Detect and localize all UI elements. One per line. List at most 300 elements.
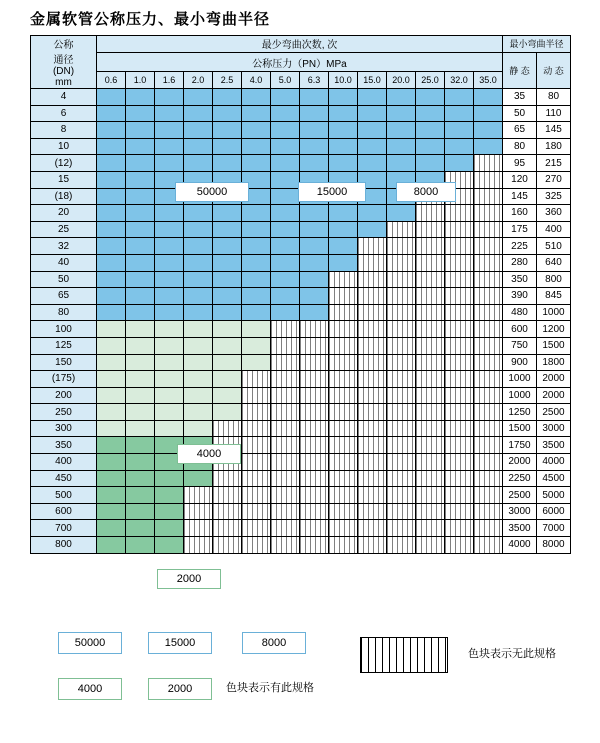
cell-no-spec — [445, 288, 474, 305]
cell-no-spec — [329, 420, 358, 437]
cell-spec — [97, 520, 126, 537]
cell-no-spec — [445, 454, 474, 471]
cell-spec — [155, 254, 184, 271]
cell-spec — [97, 205, 126, 222]
cell-spec — [329, 138, 358, 155]
cell-spec — [445, 122, 474, 139]
cell-no-spec — [329, 354, 358, 371]
row-dn: 20 — [31, 205, 97, 222]
row-static-radius: 1000 — [503, 371, 537, 388]
table-row — [31, 122, 571, 139]
cell-spec — [97, 437, 126, 454]
header-static: 静 态 — [503, 52, 537, 88]
cell-no-spec — [474, 354, 503, 371]
row-dn: 65 — [31, 288, 97, 305]
cell-no-spec — [213, 537, 242, 554]
table-body — [31, 89, 571, 554]
cell-no-spec — [416, 221, 445, 238]
cell-no-spec — [271, 371, 300, 388]
row-dn: 125 — [31, 337, 97, 354]
cell-spec — [329, 89, 358, 106]
table-row — [31, 537, 571, 554]
cell-spec — [213, 271, 242, 288]
cell-no-spec — [213, 503, 242, 520]
cell-no-spec — [271, 520, 300, 537]
table-row — [31, 321, 571, 338]
cell-spec — [213, 138, 242, 155]
cell-no-spec — [184, 537, 213, 554]
cell-no-spec — [445, 503, 474, 520]
cell-no-spec — [300, 404, 329, 421]
cell-no-spec — [213, 470, 242, 487]
table-row — [31, 387, 571, 404]
row-dn: 800 — [31, 537, 97, 554]
cell-no-spec — [445, 337, 474, 354]
cell-no-spec — [329, 487, 358, 504]
row-dn: 250 — [31, 404, 97, 421]
row-dn: 100 — [31, 321, 97, 338]
cell-spec — [300, 205, 329, 222]
value-chip: 4000 — [177, 444, 241, 464]
row-static-radius: 2000 — [503, 454, 537, 471]
cell-no-spec — [387, 304, 416, 321]
table-row — [31, 371, 571, 388]
row-dynamic-radius: 640 — [537, 254, 571, 271]
cell-spec — [213, 105, 242, 122]
cell-spec — [97, 138, 126, 155]
cell-no-spec — [242, 371, 271, 388]
legend-chip-2000: 2000 — [148, 678, 212, 700]
cell-no-spec — [416, 437, 445, 454]
cell-spec — [184, 221, 213, 238]
cell-no-spec — [300, 470, 329, 487]
cell-spec — [213, 371, 242, 388]
cell-spec — [329, 205, 358, 222]
cell-spec — [184, 89, 213, 106]
row-dynamic-radius: 4000 — [537, 454, 571, 471]
cell-no-spec — [387, 254, 416, 271]
cell-no-spec — [474, 321, 503, 338]
row-static-radius: 80 — [503, 138, 537, 155]
row-static-radius: 2500 — [503, 487, 537, 504]
cell-spec — [184, 420, 213, 437]
cell-spec — [126, 337, 155, 354]
row-dynamic-radius: 4500 — [537, 470, 571, 487]
table-row — [31, 288, 571, 305]
cell-no-spec — [445, 304, 474, 321]
cell-no-spec — [242, 520, 271, 537]
row-dynamic-radius: 270 — [537, 171, 571, 188]
row-dynamic-radius: 180 — [537, 138, 571, 155]
cell-no-spec — [387, 520, 416, 537]
cell-no-spec — [416, 387, 445, 404]
cell-no-spec — [445, 437, 474, 454]
table-row — [31, 520, 571, 537]
cell-spec — [97, 337, 126, 354]
cell-spec — [97, 537, 126, 554]
cell-spec — [358, 89, 387, 106]
row-dn: 6 — [31, 105, 97, 122]
cell-spec — [242, 138, 271, 155]
row-dn: 350 — [31, 437, 97, 454]
header-pn-value: 25.0 — [416, 72, 445, 89]
table-row — [31, 155, 571, 172]
cell-spec — [126, 420, 155, 437]
cell-no-spec — [387, 404, 416, 421]
cell-no-spec — [474, 371, 503, 388]
cell-spec — [126, 470, 155, 487]
header-pn-value: 2.5 — [213, 72, 242, 89]
cell-no-spec — [271, 321, 300, 338]
cell-spec — [358, 122, 387, 139]
header-pn-value: 20.0 — [387, 72, 416, 89]
cell-spec — [242, 321, 271, 338]
cell-no-spec — [271, 503, 300, 520]
row-dn: 700 — [31, 520, 97, 537]
cell-spec — [416, 105, 445, 122]
cell-spec — [126, 387, 155, 404]
cell-no-spec — [358, 354, 387, 371]
page-title: 金属软管公称压力、最小弯曲半径 — [30, 10, 271, 28]
cell-no-spec — [358, 371, 387, 388]
cell-no-spec — [445, 221, 474, 238]
table-row — [31, 304, 571, 321]
cell-spec — [329, 238, 358, 255]
cell-no-spec — [416, 354, 445, 371]
cell-no-spec — [416, 520, 445, 537]
table-row — [31, 437, 571, 454]
cell-no-spec — [300, 503, 329, 520]
cell-spec — [271, 138, 300, 155]
cell-spec — [213, 321, 242, 338]
cell-no-spec — [474, 420, 503, 437]
row-dynamic-radius: 145 — [537, 122, 571, 139]
row-dn: 450 — [31, 470, 97, 487]
cell-spec — [126, 354, 155, 371]
cell-spec — [97, 188, 126, 205]
cell-no-spec — [474, 171, 503, 188]
cell-spec — [445, 89, 474, 106]
cell-no-spec — [387, 503, 416, 520]
row-dynamic-radius: 215 — [537, 155, 571, 172]
cell-no-spec — [416, 321, 445, 338]
cell-spec — [213, 221, 242, 238]
cell-spec — [126, 321, 155, 338]
cell-no-spec — [358, 437, 387, 454]
cell-spec — [213, 354, 242, 371]
cell-no-spec — [242, 404, 271, 421]
table-row — [31, 503, 571, 520]
cell-no-spec — [358, 288, 387, 305]
cell-spec — [271, 304, 300, 321]
row-dynamic-radius: 2000 — [537, 387, 571, 404]
cell-no-spec — [416, 205, 445, 222]
cell-no-spec — [358, 537, 387, 554]
cell-no-spec — [416, 420, 445, 437]
cell-spec — [271, 105, 300, 122]
cell-no-spec — [416, 371, 445, 388]
cell-no-spec — [329, 271, 358, 288]
cell-spec — [271, 221, 300, 238]
cell-spec — [184, 371, 213, 388]
cell-spec — [213, 254, 242, 271]
cell-spec — [213, 122, 242, 139]
cell-no-spec — [387, 271, 416, 288]
cell-spec — [155, 321, 184, 338]
cell-spec — [97, 487, 126, 504]
cell-no-spec — [329, 454, 358, 471]
cell-spec — [184, 404, 213, 421]
table-row — [31, 420, 571, 437]
row-static-radius: 65 — [503, 122, 537, 139]
cell-spec — [358, 205, 387, 222]
cell-spec — [242, 205, 271, 222]
cell-no-spec — [271, 404, 300, 421]
cell-no-spec — [329, 537, 358, 554]
table-head — [31, 36, 571, 89]
row-static-radius: 3500 — [503, 520, 537, 537]
cell-spec — [126, 205, 155, 222]
cell-spec — [416, 89, 445, 106]
row-dynamic-radius: 5000 — [537, 487, 571, 504]
cell-spec — [184, 337, 213, 354]
cell-no-spec — [300, 371, 329, 388]
cell-spec — [184, 304, 213, 321]
table-row — [31, 221, 571, 238]
cell-no-spec — [300, 337, 329, 354]
cell-no-spec — [358, 337, 387, 354]
cell-no-spec — [445, 238, 474, 255]
cell-spec — [329, 254, 358, 271]
cell-spec — [416, 122, 445, 139]
header-bend-times: 最少弯曲次数, 次 — [97, 36, 503, 53]
cell-spec — [213, 288, 242, 305]
cell-no-spec — [416, 254, 445, 271]
cell-no-spec — [445, 487, 474, 504]
cell-spec — [126, 105, 155, 122]
row-dn: 500 — [31, 487, 97, 504]
row-dn: 50 — [31, 271, 97, 288]
header-dynamic: 动 态 — [537, 52, 571, 88]
cell-spec — [300, 304, 329, 321]
cell-spec — [242, 122, 271, 139]
cell-spec — [97, 321, 126, 338]
cell-no-spec — [387, 387, 416, 404]
cell-no-spec — [300, 437, 329, 454]
cell-spec — [358, 221, 387, 238]
row-dynamic-radius: 1800 — [537, 354, 571, 371]
cell-no-spec — [271, 487, 300, 504]
cell-spec — [242, 89, 271, 106]
row-dn: 200 — [31, 387, 97, 404]
cell-no-spec — [300, 520, 329, 537]
cell-no-spec — [329, 337, 358, 354]
header-pn-value: 4.0 — [242, 72, 271, 89]
cell-spec — [300, 138, 329, 155]
cell-no-spec — [416, 404, 445, 421]
cell-spec — [126, 238, 155, 255]
cell-no-spec — [329, 288, 358, 305]
cell-spec — [126, 254, 155, 271]
cell-no-spec — [242, 537, 271, 554]
cell-no-spec — [242, 503, 271, 520]
cell-spec — [213, 337, 242, 354]
cell-spec — [97, 354, 126, 371]
cell-no-spec — [184, 487, 213, 504]
cell-spec — [387, 105, 416, 122]
cell-spec — [126, 221, 155, 238]
cell-no-spec — [242, 420, 271, 437]
cell-spec — [358, 138, 387, 155]
cell-spec — [271, 171, 300, 188]
cell-no-spec — [474, 520, 503, 537]
cell-no-spec — [271, 537, 300, 554]
row-dynamic-radius: 80 — [537, 89, 571, 106]
cell-no-spec — [416, 503, 445, 520]
cell-no-spec — [300, 420, 329, 437]
header-dn-line-1: 通径 — [53, 55, 74, 66]
header-pn-value: 35.0 — [474, 72, 503, 89]
cell-no-spec — [474, 304, 503, 321]
cell-no-spec — [387, 337, 416, 354]
cell-spec — [416, 138, 445, 155]
cell-no-spec — [387, 470, 416, 487]
row-dn: (18) — [31, 188, 97, 205]
row-static-radius: 2250 — [503, 470, 537, 487]
row-dynamic-radius: 8000 — [537, 537, 571, 554]
value-chip: 50000 — [175, 182, 249, 202]
cell-spec — [184, 271, 213, 288]
header-pn-value: 10.0 — [329, 72, 358, 89]
cell-spec — [155, 205, 184, 222]
cell-spec — [474, 105, 503, 122]
cell-spec — [387, 122, 416, 139]
row-dn: 600 — [31, 503, 97, 520]
cell-no-spec — [445, 404, 474, 421]
row-static-radius: 350 — [503, 271, 537, 288]
cell-no-spec — [445, 205, 474, 222]
cell-spec — [97, 105, 126, 122]
cell-spec — [184, 321, 213, 338]
cell-no-spec — [474, 337, 503, 354]
cell-spec — [97, 288, 126, 305]
cell-no-spec — [416, 337, 445, 354]
cell-no-spec — [329, 387, 358, 404]
header-pn-value: 5.0 — [271, 72, 300, 89]
row-static-radius: 160 — [503, 205, 537, 222]
cell-spec — [300, 105, 329, 122]
cell-no-spec — [474, 254, 503, 271]
cell-no-spec — [358, 470, 387, 487]
table-row — [31, 454, 571, 471]
row-static-radius: 1750 — [503, 437, 537, 454]
cell-spec — [97, 387, 126, 404]
cell-no-spec — [474, 238, 503, 255]
cell-no-spec — [445, 271, 474, 288]
table-row — [31, 89, 571, 106]
cell-no-spec — [329, 437, 358, 454]
cell-no-spec — [358, 254, 387, 271]
cell-no-spec — [387, 221, 416, 238]
cell-spec — [213, 89, 242, 106]
cell-no-spec — [271, 454, 300, 471]
row-dynamic-radius: 2000 — [537, 371, 571, 388]
cell-no-spec — [271, 387, 300, 404]
header-pn-value: 15.0 — [358, 72, 387, 89]
cell-no-spec — [445, 254, 474, 271]
cell-no-spec — [271, 420, 300, 437]
cell-spec — [97, 271, 126, 288]
legend-hatch-note: 色块表示无此规格 — [468, 648, 556, 660]
cell-no-spec — [358, 503, 387, 520]
row-dynamic-radius: 3000 — [537, 420, 571, 437]
cell-no-spec — [445, 420, 474, 437]
cell-spec — [97, 454, 126, 471]
cell-no-spec — [416, 304, 445, 321]
header-pn-value: 2.0 — [184, 72, 213, 89]
cell-spec — [271, 238, 300, 255]
table-row — [31, 337, 571, 354]
cell-spec — [474, 122, 503, 139]
legend-chip-4000: 4000 — [58, 678, 122, 700]
table-row — [31, 487, 571, 504]
cell-no-spec — [300, 321, 329, 338]
row-dn: 300 — [31, 420, 97, 437]
table-row — [31, 205, 571, 222]
row-dynamic-radius: 3500 — [537, 437, 571, 454]
cell-no-spec — [358, 454, 387, 471]
cell-spec — [445, 155, 474, 172]
cell-spec — [300, 288, 329, 305]
header-pn-value: 0.6 — [97, 72, 126, 89]
cell-no-spec — [474, 537, 503, 554]
cell-spec — [300, 89, 329, 106]
header-dn-line-2: (DN) — [52, 66, 75, 77]
cell-no-spec — [329, 503, 358, 520]
table-row — [31, 404, 571, 421]
row-static-radius: 280 — [503, 254, 537, 271]
cell-spec — [97, 89, 126, 106]
cell-no-spec — [416, 470, 445, 487]
cell-spec — [242, 105, 271, 122]
cell-spec — [97, 420, 126, 437]
cell-spec — [242, 288, 271, 305]
cell-spec — [126, 155, 155, 172]
cell-no-spec — [474, 387, 503, 404]
value-chip: 15000 — [298, 182, 366, 202]
cell-spec — [213, 238, 242, 255]
cell-no-spec — [387, 288, 416, 305]
legend-chip-15000: 15000 — [148, 632, 212, 654]
cell-no-spec — [242, 487, 271, 504]
row-static-radius: 120 — [503, 171, 537, 188]
cell-spec — [155, 89, 184, 106]
row-static-radius: 3000 — [503, 503, 537, 520]
row-static-radius: 900 — [503, 354, 537, 371]
legend-chip-50000: 50000 — [58, 632, 122, 654]
legend-row-1 — [30, 632, 570, 666]
cell-no-spec — [300, 537, 329, 554]
cell-no-spec — [387, 537, 416, 554]
cell-spec — [329, 155, 358, 172]
cell-no-spec — [358, 238, 387, 255]
cell-spec — [242, 337, 271, 354]
header-pn-value: 32.0 — [445, 72, 474, 89]
cell-no-spec — [416, 487, 445, 504]
cell-no-spec — [242, 454, 271, 471]
header-bend-radius: 最小弯曲半径 — [503, 36, 571, 53]
cell-spec — [213, 155, 242, 172]
